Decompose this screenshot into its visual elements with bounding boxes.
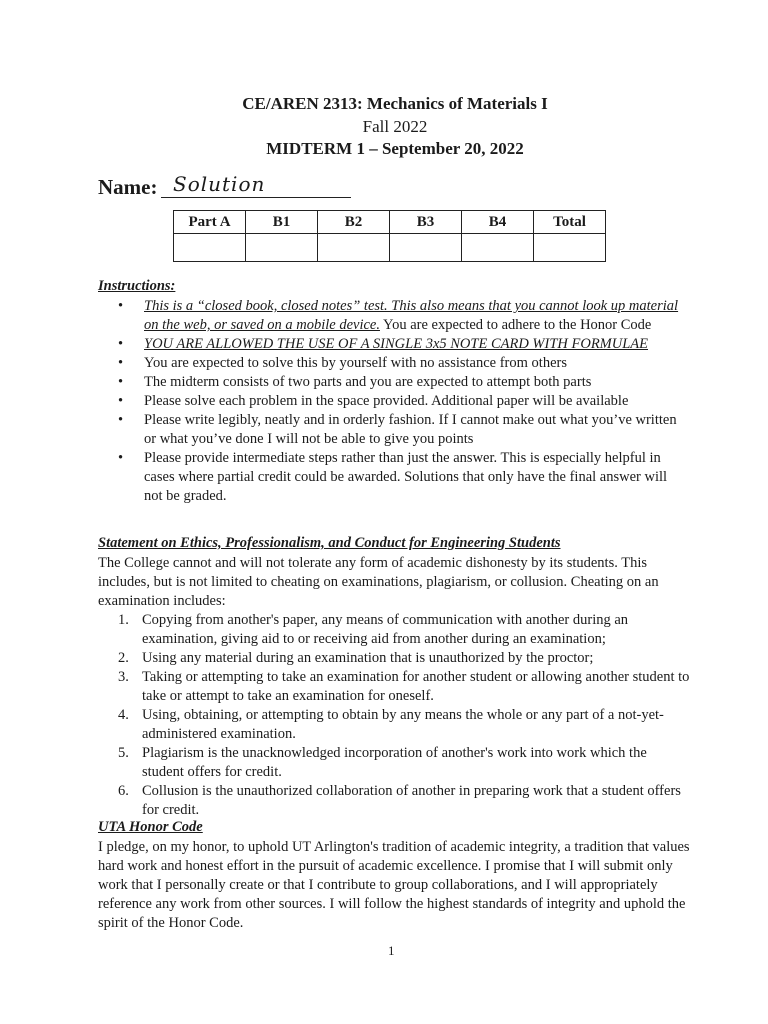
score-header-total: Total (534, 211, 606, 234)
bullet-icon: • (118, 374, 124, 390)
name-value-handwritten: Solution (173, 172, 266, 196)
instruction-text: You are expected to solve this by yourself with no assistance from others (144, 355, 567, 371)
item-text: Plagiarism is the unacknowledged incorporation of another's work into work which the student offers for credit. (142, 745, 647, 780)
score-header-b2: B2 (318, 211, 390, 234)
name-underline (161, 197, 351, 198)
item-number: 1. (118, 612, 129, 628)
score-header-part-a: Part A (174, 211, 246, 234)
bullet-icon: • (118, 298, 124, 314)
bullet-icon: • (118, 336, 124, 352)
item-number: 5. (118, 745, 129, 761)
list-item (118, 744, 690, 782)
score-cell-b3 (390, 234, 462, 262)
score-cell-b1 (246, 234, 318, 262)
item-number: 2. (118, 650, 129, 666)
list-item (118, 611, 690, 649)
bullet-icon: • (118, 450, 124, 466)
name-label: Name: (98, 175, 158, 199)
instruction-emphasis: YOU ARE ALLOWED THE USE OF A SINGLE 3x5 NOTE CARD WITH FORMULAE (144, 336, 649, 352)
bullet-icon: • (118, 393, 124, 409)
list-item (118, 706, 690, 744)
page-number: 1 (388, 943, 395, 958)
bullet-icon: • (118, 412, 124, 428)
score-table (173, 210, 606, 262)
instruction-emphasis: This is a “closed book, closed notes” test. This also means that you cannot look up material on the web, or saved on a mobile device. (144, 298, 679, 333)
list-item (118, 335, 688, 354)
score-header-b4: B4 (462, 211, 534, 234)
course-title: CE/AREN 2313: Mechanics of Materials I (242, 94, 548, 113)
item-number: 4. (118, 707, 129, 723)
item-number: 6. (118, 783, 129, 799)
instructions-list (118, 297, 688, 506)
score-header-b1: B1 (246, 211, 318, 234)
ethics-list (118, 611, 690, 820)
instruction-text: You are expected to adhere to the Honor Code (379, 317, 652, 333)
list-item (118, 392, 688, 411)
list-item (118, 297, 688, 335)
score-cell-b2 (318, 234, 390, 262)
ethics-paragraph: The College cannot and will not tolerate any form of academic dishonesty by its students. This includes, but is not limited to cheating on examinations, plagiarism, or collusion. Cheating on an examination includes: (98, 555, 659, 609)
instructions-title: Instructions: (98, 278, 176, 294)
score-table-value-row (174, 234, 606, 262)
item-text: Using any material during an examination that is unauthorized by the proctor; (142, 650, 594, 666)
score-header-b3: B3 (390, 211, 462, 234)
instruction-text: Please write legibly, neatly and in orderly fashion. If I cannot make out what you’ve written or what you’ve done I will not be able to give you points (144, 412, 677, 447)
list-item (118, 668, 690, 706)
instruction-text: Please solve each problem in the space provided. Additional paper will be available (144, 393, 629, 409)
list-item (118, 782, 690, 820)
score-cell-total (534, 234, 606, 262)
honor-code-paragraph: I pledge, on my honor, to uphold UT Arlington's tradition of academic integrity, a tradition that values hard work and honest effort in the pursuit of academic excellence. I promise that I will submit only work that I personally create or that I contribute to group collaborations, and I will appropriately reference any work from other sources. I will follow the highest standards of integrity and uphold the spirit of the Honor Code. (98, 839, 690, 931)
item-number: 3. (118, 669, 129, 685)
bullet-icon: • (118, 355, 124, 371)
item-text: Using, obtaining, or attempting to obtain by any means the whole or any part of a not-yet-administered examination. (142, 707, 664, 742)
instruction-text: The midterm consists of two parts and you are expected to attempt both parts (144, 374, 592, 390)
item-text: Taking or attempting to take an examination for another student or allowing another student to take or attempt to take an examination for oneself. (142, 669, 690, 704)
term-label: Fall 2022 (362, 117, 428, 136)
list-item (118, 411, 688, 449)
list-item (118, 649, 690, 668)
list-item (118, 449, 688, 506)
list-item (118, 373, 688, 392)
instruction-text: Please provide intermediate steps rather than just the answer. This is especially helpful in cases where partial credit could be awarded. Solutions that only have the final answer will not be graded. (144, 450, 668, 504)
list-item (118, 354, 688, 373)
score-cell-b4 (462, 234, 534, 262)
score-table-header-row (174, 211, 606, 234)
item-text: Copying from another's paper, any means of communication with another during an examination, giving aid to or receiving aid from another during an examination; (142, 612, 629, 647)
score-cell-part-a (174, 234, 246, 262)
ethics-title: Statement on Ethics, Professionalism, and Conduct for Engineering Students (98, 535, 561, 551)
honor-code-title: UTA Honor Code (98, 819, 203, 835)
item-text: Collusion is the unauthorized collaboration of another in preparing work that a student offers for credit. (142, 783, 681, 818)
exam-title: MIDTERM 1 – September 20, 2022 (266, 139, 524, 158)
